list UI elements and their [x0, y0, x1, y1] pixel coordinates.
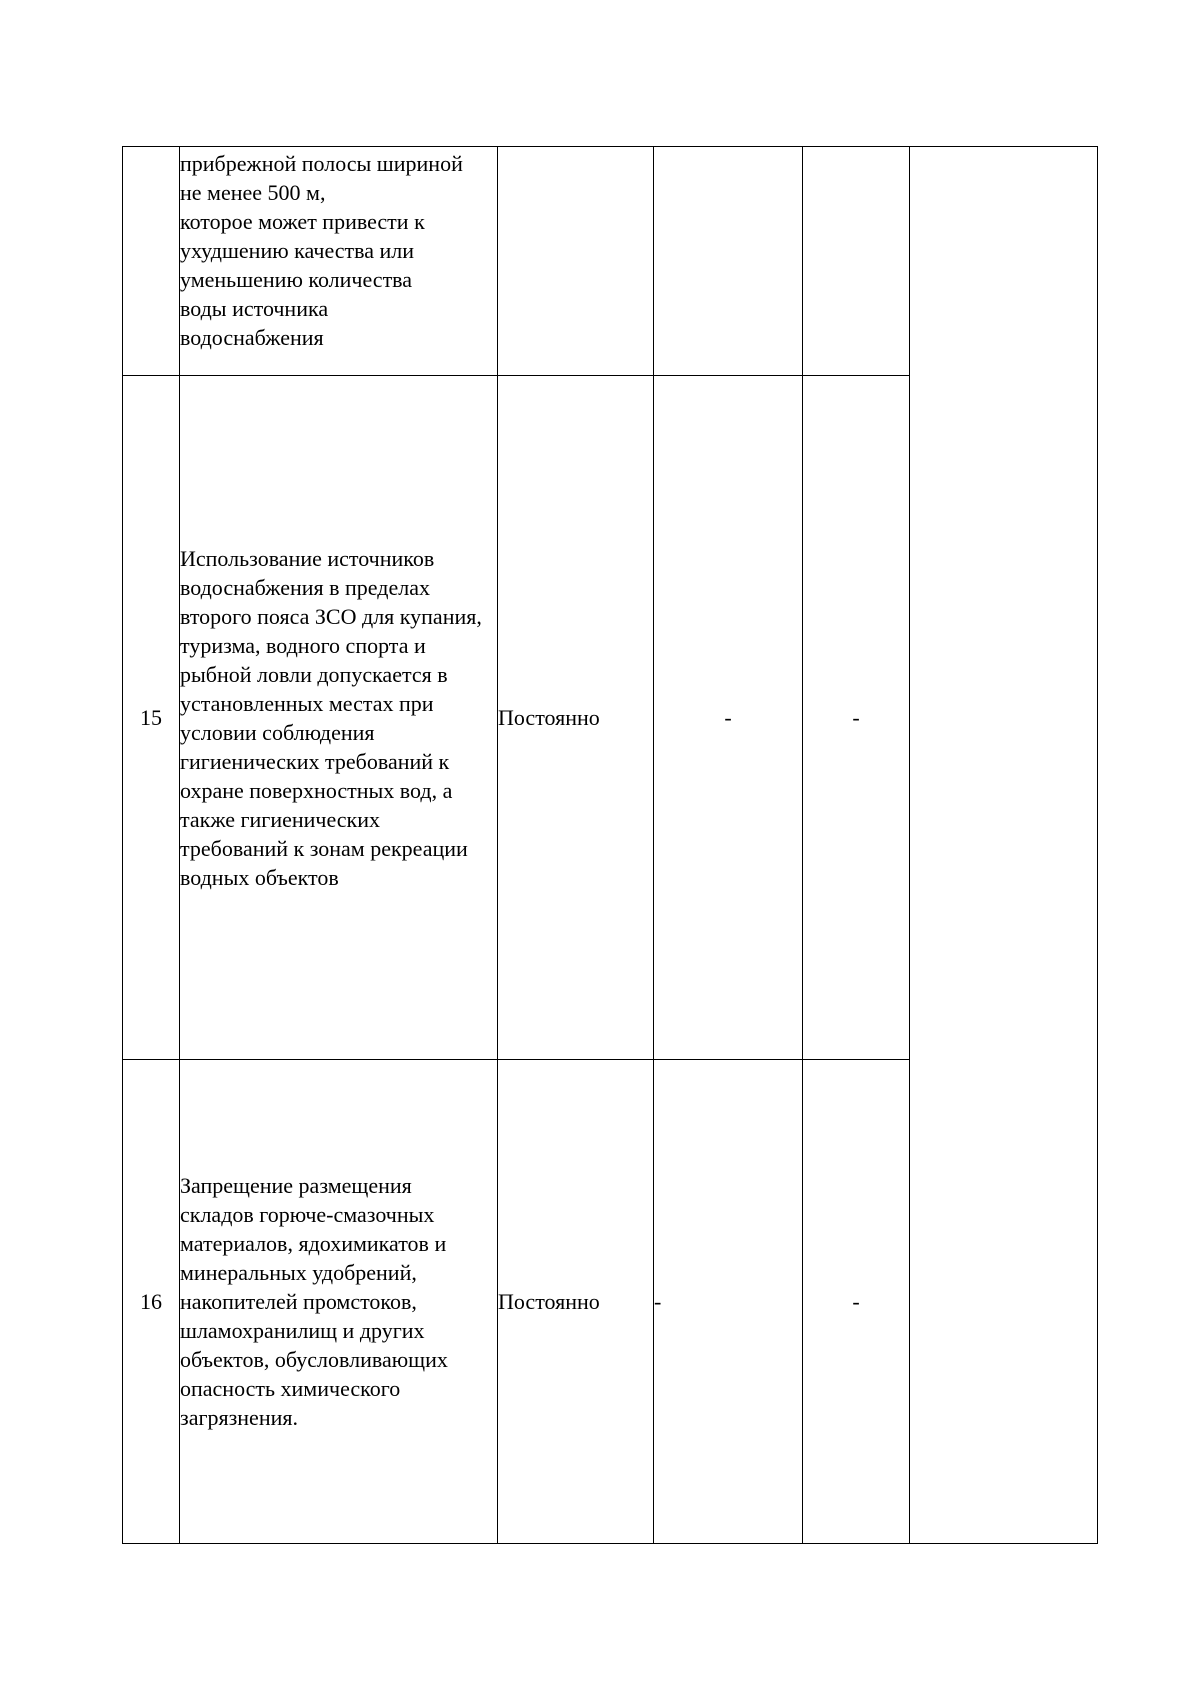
row-col4 [654, 147, 803, 376]
row-col5 [803, 147, 910, 376]
row-number [123, 147, 180, 376]
row-col4: - [654, 376, 803, 1060]
merged-right-cell [910, 147, 1098, 1544]
row-term: Постоянно [498, 1060, 654, 1544]
row-col5: - [803, 1060, 910, 1544]
row-number: 16 [123, 1060, 180, 1544]
row-description: Запрещение размещения складов горюче-смазочных материалов, ядохимикатов и минеральных удобрений, накопителей промстоков, шламохранилищ и других объектов, обусловливающих опасность химического загрязнения. [180, 1060, 498, 1544]
requirements-table [122, 146, 1098, 1544]
row-term [498, 147, 654, 376]
row-description: Использование источников водоснабжения в пределах второго пояса ЗСО для купания, туризма, водного спорта и рыбной ловли допускается в установленных местах при условии соблюдения гигиенических требований к охране поверхностных вод, а также гигиенических требований к зонам рекреации водных объектов [180, 376, 498, 1060]
row-term: Постоянно [498, 376, 654, 1060]
row-col5: - [803, 376, 910, 1060]
row-col4: - [654, 1060, 803, 1544]
table-row [123, 147, 1098, 376]
row-number: 15 [123, 376, 180, 1060]
row-description: прибрежной полосы шириной не менее 500 м, которое может привести к ухудшению качества или уменьшению количества воды источника водоснабжения [180, 147, 498, 376]
